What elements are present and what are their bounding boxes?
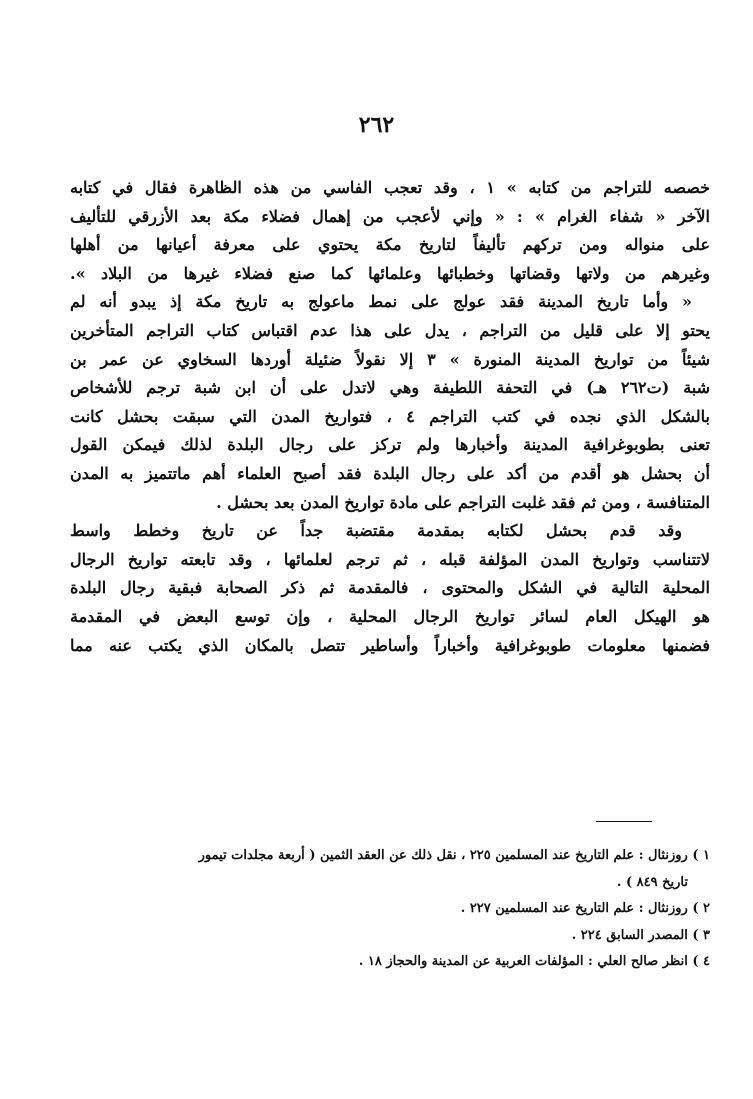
body-text [70,174,710,660]
footnotes [80,843,710,976]
text-line: الآخر « شفاء الغرام » : « وإني لأعجب من إهمال فضلاء مكة بعد الأزرقي للتأليف [70,206,710,226]
text-line: فضمنها معلومات طوبوغرافية وأخباراً وأساطير تتصل بالمكان الذي يكتب عنه مما [70,635,710,655]
text-line: « وأما تاريخ المدينة فقد عولج على نمط ماعولج به تاريخ مكة إذ يبدو أنه لم [70,292,692,312]
text-line: خصصه للتراجم من كتابه » ١ ، وقد تعجب الفاسي من هذه الظاهرة فقال في كتابه [70,178,710,197]
footnote: ١ ) روزنثال : علم التاريخ عند المسلمين ٢٢٥ ، نقل ذلك عن العقد الثمين ( أربعة مجلدات تيمور [198,848,710,863]
text-line: يحتو إلا على قليل من التراجم ، يدل على هذا عدم اقتباس كتاب التراجم المتأخرين [70,320,710,340]
text-line: أن بحشل هو أقدم من أكد على رجال البلدة فقد أصبح العلماء أهم ماتتميز به المدن [70,463,710,483]
text-line: تعنى بطوبوغرافية المدينة وأخبارها ولم تركز على رجال البلدة لذلك فيمكن القول [70,435,710,455]
text-line: شبة (ت٢٦٢ هـ) في التحفة اللطيفة وهي لاتدل على أن ابن شبة ترجم للأشخاص [70,378,710,398]
text-line: على منواله ومن تركهم تأليفاً لتاريخ مكة يحتوي على معرفة أعيانها من أهلها [70,235,710,255]
footnote: ٤ ) انظر صالح العلي : المؤلفات العربية عن المدينة والحجاز ١٨ . [358,954,710,969]
text-line: المتنافسة ، ومن ثم فقد غلبت التراجم على مادة تواريخ المدن بعد بحشل . [216,492,710,512]
text-line: وغيرهم من ولاتها وقضاتها وخطبائها وعلمائها كما صنع فضلاء غيرها من البلاد ». [70,263,710,283]
footnote: ٢ ) روزنثال : علم التاريخ عند المسلمين ٢٢٧ . [460,901,710,916]
footnote-continuation: تاريخ ٨٤٩ ) . [616,874,688,890]
text-line: المحلية التالية في الشكل والمحتوى ، فالمقدمة ثم ذكر الصحابة فبقية رجال البلدة [70,578,710,598]
text-line: شيئاً من تواريخ المدينة المنورة » ٣ إلا نقولاً ضئيلة أوردها السخاوي عن عمر بن [70,349,710,369]
text-line: لاتتناسب وتواريخ المدن المؤلفة قبله ، ثم ترجم لعلمائها ، وقد تابعته تواريخ الرجال [70,549,710,569]
footnote-divider [596,821,652,822]
page-number: ٢٦٢ [358,112,395,138]
footnote: ٣ ) المصدر السابق ٢٢٤ . [571,927,710,943]
text-line: وقد قدم بحشل لكتابه بمقدمة مقتضبة جداً عن تاريخ وخطط واسط [70,521,682,541]
text-line: بالشكل الذي نجده في كتب التراجم ٤ ، فتواريخ المدن التي سبقت بحشل كانت [70,406,710,426]
text-line: هو الهيكل العام لسائر تواريخ الرجال المحلية ، وإن توسع البعض في المقدمة [70,606,710,626]
